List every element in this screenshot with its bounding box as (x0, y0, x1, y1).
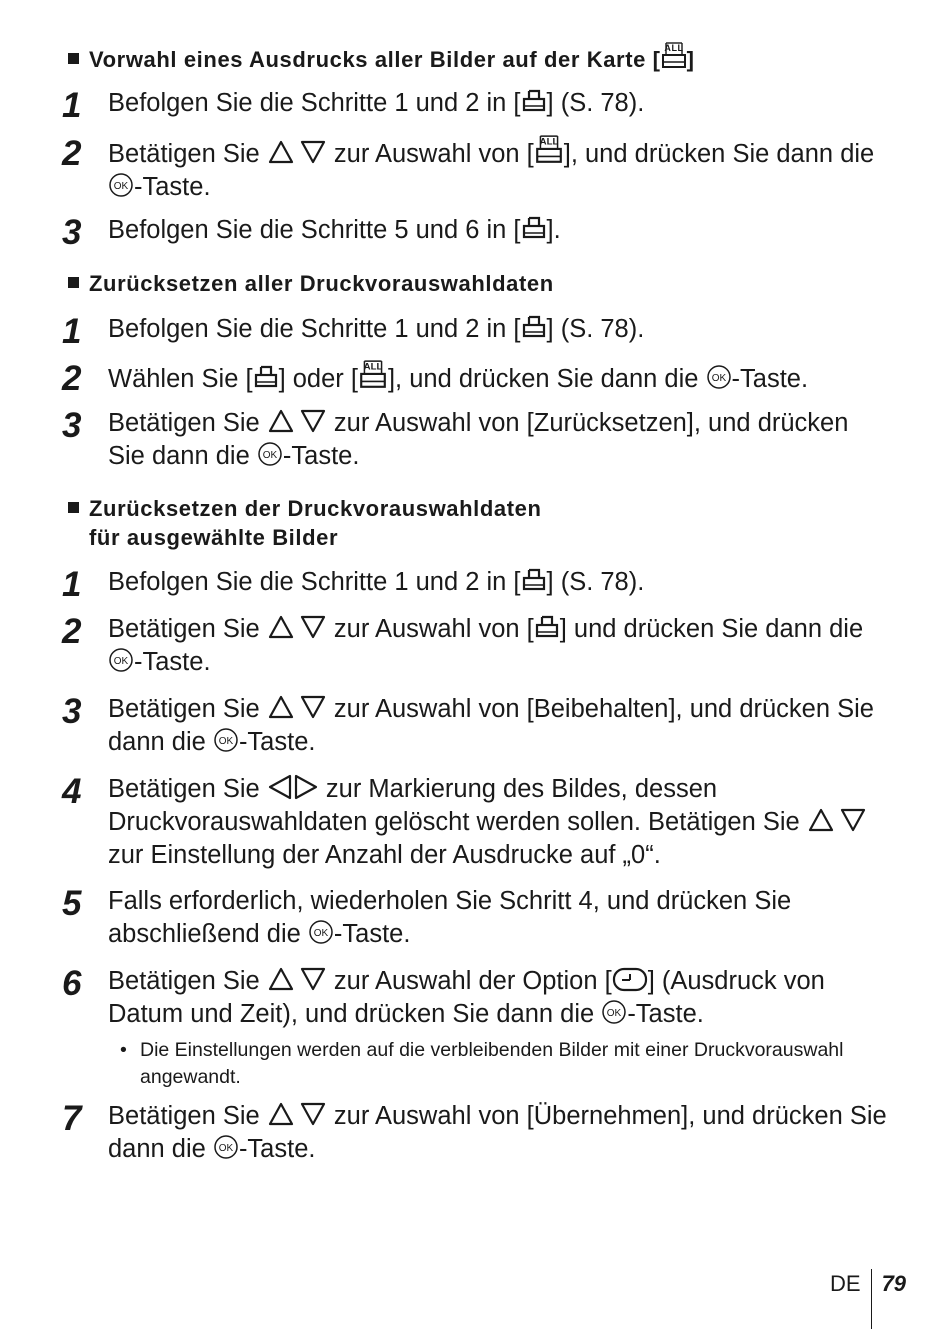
step-text: ] (S. 78). (546, 568, 645, 596)
step-number: 4 (62, 772, 82, 811)
step-text: Betätigen Sie (108, 140, 260, 168)
svg-text:OK: OK (262, 450, 278, 461)
step-text: ] und drücken Sie dann die (559, 615, 864, 643)
section-heading-reset-all (68, 269, 554, 298)
note-bullet: • (120, 1039, 127, 1061)
step-text: zur Auswahl von [Zurücksetzen], und drücken Sie dann die (108, 409, 849, 470)
step-text: zur Markierung des Bildes, dessen Druckvorauswahldaten gelöscht werden sollen. Betätigen Sie (108, 775, 800, 836)
square-bullet-icon (68, 53, 79, 64)
step-text: Betätigen Sie (108, 775, 260, 803)
step-3 (62, 692, 892, 759)
svg-text:ALL: ALL (539, 136, 559, 148)
step-text: -Taste. (238, 728, 316, 756)
step-1 (62, 312, 892, 351)
print-icon (521, 314, 547, 340)
step-text: Befolgen Sie die Schritte 5 und 6 in [ (108, 216, 521, 244)
step-number: 3 (62, 406, 82, 445)
step-text: Betätigen Sie (108, 967, 260, 995)
svg-text:OK: OK (607, 1008, 622, 1019)
step-text: -Taste. (731, 365, 809, 393)
step-number: 1 (62, 565, 82, 604)
heading-text-end: ] (686, 47, 695, 72)
step-text: Wählen Sie [ (108, 365, 253, 393)
step-text: -Taste. (134, 648, 211, 676)
step-text: ] (Ausdruck von Datum und Zeit), und drücken Sie dann die (108, 967, 825, 1028)
step-text: zur Einstellung der Anzahl der Ausdrucke auf „0“. (108, 841, 661, 869)
page-footer (830, 1269, 906, 1305)
step-2 (62, 134, 892, 204)
step-4 (62, 772, 892, 872)
step-1 (62, 565, 892, 604)
svg-text:OK: OK (218, 1143, 234, 1154)
note (120, 1037, 892, 1091)
square-bullet-icon (68, 277, 79, 288)
square-bullet-icon (68, 502, 79, 513)
step-text: ]. (546, 216, 561, 244)
step-text: Befolgen Sie die Schritte 1 und 2 in [ (108, 315, 521, 343)
step-text: Betätigen Sie (108, 1102, 260, 1130)
step-text: ] (S. 78). (546, 315, 645, 343)
ok-button-icon (308, 919, 334, 945)
up-down-arrows-icon (267, 614, 327, 640)
step-5 (62, 884, 892, 951)
left-right-arrows-icon (267, 774, 319, 800)
up-down-arrows-icon (267, 139, 327, 165)
step-text: Befolgen Sie die Schritte 1 und 2 in [ (108, 568, 521, 596)
svg-text:OK: OK (711, 373, 726, 384)
svg-text:OK: OK (313, 928, 329, 939)
step-number: 2 (62, 359, 82, 398)
step-text: -Taste. (134, 173, 211, 201)
step-text: ] oder [ (278, 365, 358, 393)
step-number: 3 (62, 692, 82, 731)
print-all-icon (358, 360, 388, 390)
heading-text: Zurücksetzen aller Druckvorauswahldaten (89, 271, 554, 296)
step-3 (62, 213, 892, 252)
step-number: 6 (62, 964, 82, 1003)
up-down-arrows-icon (267, 966, 327, 992)
ok-button-icon (108, 647, 134, 673)
step-text: ], und drücken Sie dann die (563, 140, 875, 168)
ok-button-icon (257, 441, 283, 467)
step-text: Betätigen Sie (108, 695, 260, 723)
page-number: 79 (881, 1271, 907, 1296)
svg-text:OK: OK (113, 181, 129, 192)
print-icon (521, 88, 547, 114)
step-number: 1 (62, 312, 82, 351)
step-number: 7 (62, 1099, 82, 1138)
section-heading-reset-selected (68, 494, 542, 552)
section-heading-print-all-pictures (68, 42, 695, 74)
step-text: zur Auswahl von [Übernehmen], und drücken Sie dann die (108, 1102, 887, 1163)
step-2 (62, 612, 892, 679)
step-2 (62, 359, 892, 396)
ok-button-icon (108, 172, 134, 198)
up-down-arrows-icon (807, 807, 867, 833)
step-text: zur Auswahl von [Beibehalten], und drücken Sie dann die (108, 695, 874, 756)
svg-text:ALL: ALL (363, 361, 383, 373)
print-icon (521, 567, 547, 593)
step-1 (62, 86, 892, 125)
step-text: zur Auswahl von [ (333, 140, 534, 168)
date-time-icon (612, 966, 648, 992)
language-code: DE (830, 1269, 872, 1329)
print-all-icon (534, 135, 564, 165)
ok-button-icon (706, 364, 732, 390)
step-text: ] (S. 78). (546, 89, 645, 117)
ok-button-icon (213, 1134, 239, 1160)
step-number: 1 (62, 86, 82, 125)
print-all-icon (661, 42, 687, 70)
step-text: Betätigen Sie (108, 615, 260, 643)
print-icon (534, 614, 560, 640)
svg-text:ALL: ALL (663, 43, 684, 53)
up-down-arrows-icon (267, 1101, 327, 1127)
up-down-arrows-icon (267, 408, 327, 434)
step-text: zur Auswahl der Option [ (333, 967, 612, 995)
step-text: Betätigen Sie (108, 409, 260, 437)
step-number: 5 (62, 884, 82, 923)
step-7 (62, 1099, 892, 1166)
step-6 (62, 964, 892, 1091)
step-text: -Taste. (333, 920, 411, 948)
step-3 (62, 406, 892, 473)
step-number: 2 (62, 134, 82, 173)
step-text: ], und drücken Sie dann die (387, 365, 699, 393)
note-text: Die Einstellungen werden auf die verbleibenden Bilder mit einer Druckvorauswahl angewandt. (140, 1039, 844, 1088)
step-text: -Taste. (282, 442, 360, 470)
step-text: -Taste. (627, 1000, 704, 1028)
ok-button-icon (213, 727, 239, 753)
ok-button-icon (601, 999, 627, 1025)
svg-text:OK: OK (113, 656, 129, 667)
step-text: zur Auswahl von [ (333, 615, 534, 643)
step-text: Befolgen Sie die Schritte 1 und 2 in [ (108, 89, 521, 117)
print-icon (521, 215, 547, 241)
heading-text-line2: für ausgewählte Bilder (89, 525, 339, 550)
heading-text: Zurücksetzen der Druckvorauswahldaten (89, 496, 542, 521)
up-down-arrows-icon (267, 694, 327, 720)
step-number: 3 (62, 213, 82, 252)
print-icon (253, 364, 279, 390)
step-text: Falls erforderlich, wiederholen Sie Schritt 4, und drücken Sie abschließend die (108, 887, 792, 948)
heading-text: Vorwahl eines Ausdrucks aller Bilder auf der Karte [ (89, 47, 661, 72)
svg-text:OK: OK (218, 736, 234, 747)
step-text: -Taste. (238, 1135, 316, 1163)
step-number: 2 (62, 612, 82, 651)
